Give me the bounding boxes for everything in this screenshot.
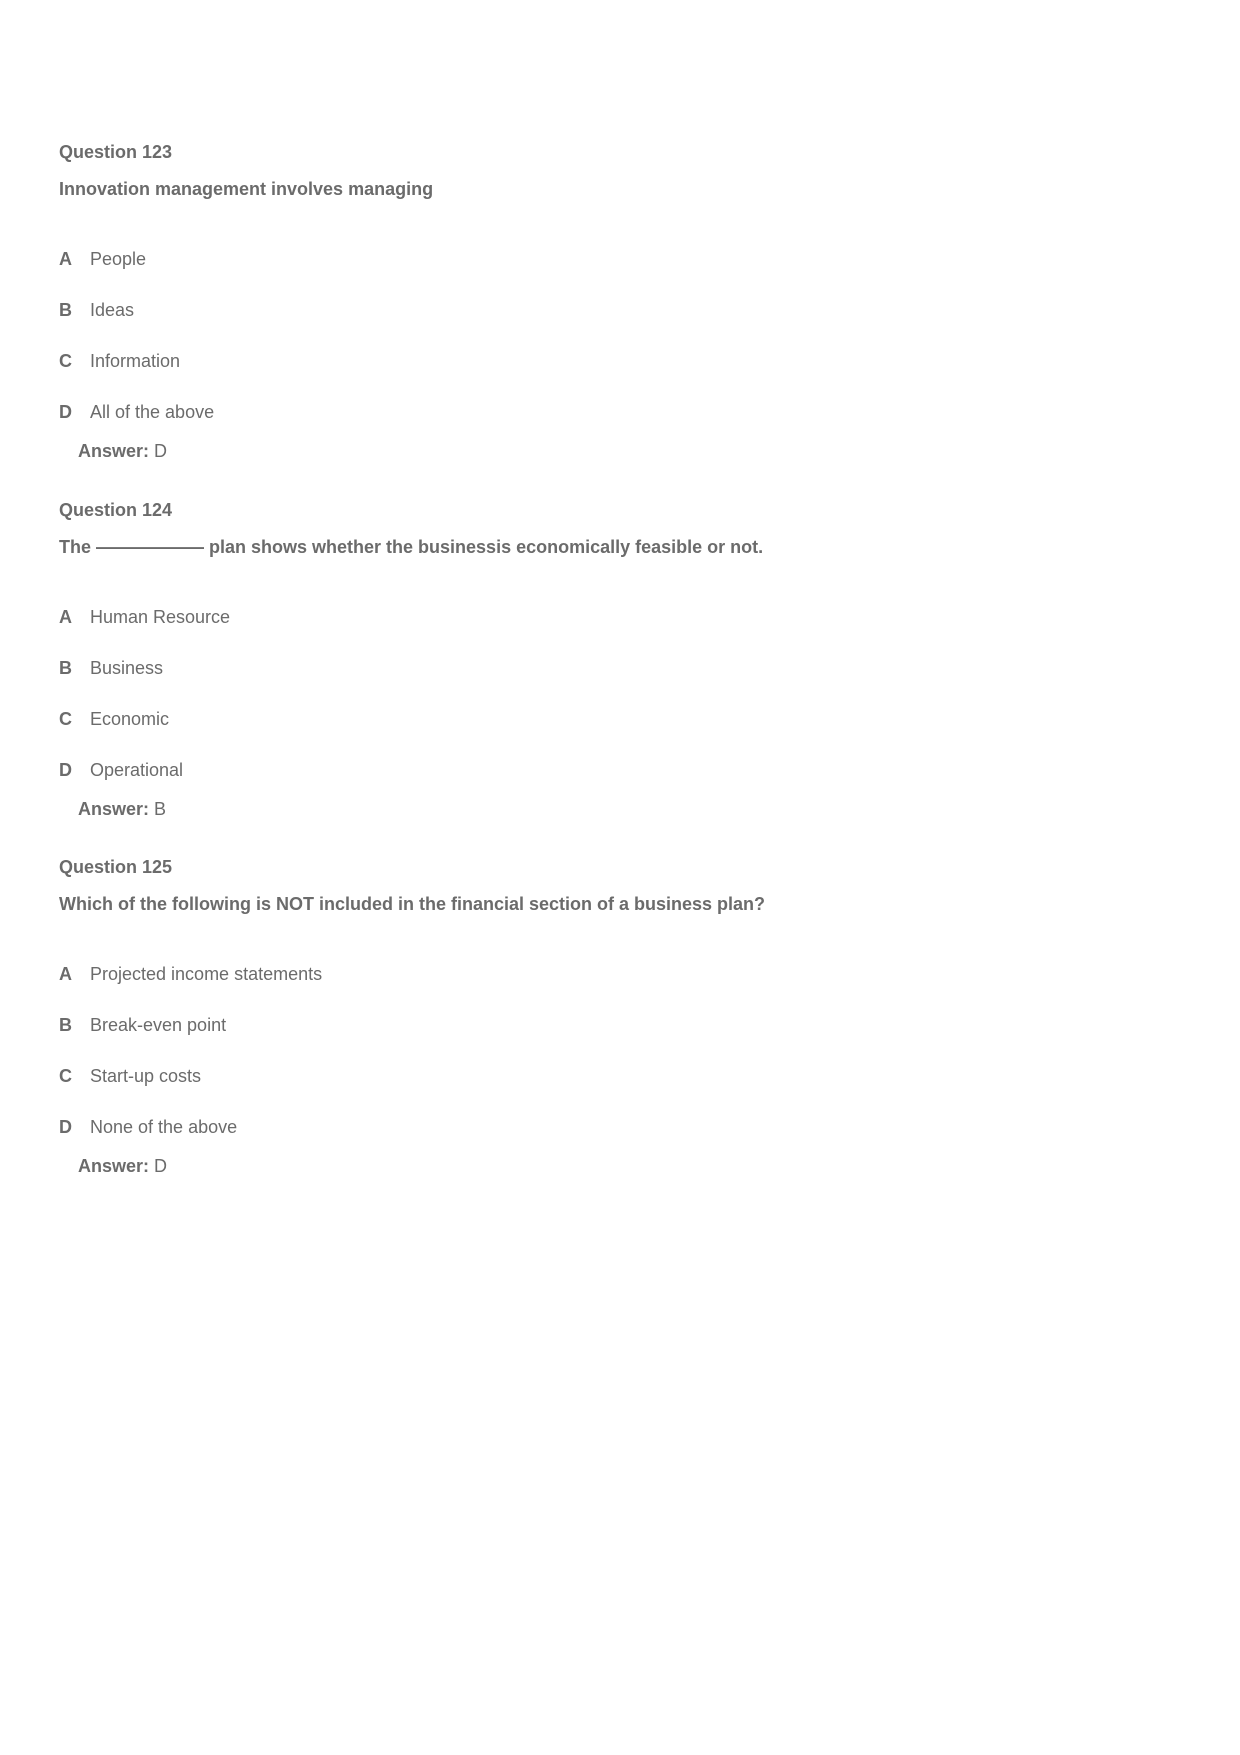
question-number: Question 123 — [59, 142, 173, 162]
option-letter: A — [59, 964, 72, 984]
option-text: Start-up costs — [90, 1066, 202, 1086]
question-number: Question 125 — [59, 857, 173, 877]
answer-label: Answer: — [78, 799, 150, 819]
option-d — [59, 1117, 237, 1138]
answer-line — [78, 799, 166, 820]
option-letter: B — [59, 1015, 72, 1035]
option-a — [59, 249, 146, 270]
option-text: Economic — [90, 709, 170, 729]
answer-label: Answer: — [78, 441, 150, 461]
option-b — [59, 658, 163, 679]
option-text: Projected income statements — [90, 964, 323, 984]
question-text: Which of the following is NOT included in the financial section of a business plan? — [59, 894, 766, 914]
option-d — [59, 760, 183, 781]
option-text: None of the above — [90, 1117, 238, 1137]
option-text: Business — [90, 658, 164, 678]
option-a — [59, 607, 230, 628]
answer-line — [78, 1156, 167, 1177]
answer-value: D — [154, 441, 168, 461]
option-b — [59, 1015, 226, 1036]
option-text: All of the above — [90, 402, 215, 422]
option-letter: C — [59, 709, 72, 729]
option-letter: D — [59, 402, 72, 422]
answer-value: B — [154, 799, 167, 819]
option-text: Human Resource — [90, 607, 231, 627]
question-number: Question 124 — [59, 500, 173, 520]
option-text: Ideas — [90, 300, 135, 320]
question-text: Innovation management involves managing — [59, 179, 434, 199]
option-b — [59, 300, 134, 321]
option-a — [59, 964, 322, 985]
option-letter: B — [59, 658, 72, 678]
option-letter: B — [59, 300, 72, 320]
option-letter: A — [59, 607, 72, 627]
option-letter: C — [59, 1066, 72, 1086]
option-d — [59, 402, 214, 423]
answer-label: Answer: — [78, 1156, 150, 1176]
answer-line — [78, 441, 167, 462]
answer-value: D — [154, 1156, 168, 1176]
option-letter: D — [59, 1117, 72, 1137]
option-c — [59, 351, 180, 372]
option-text: People — [90, 249, 147, 269]
option-letter: C — [59, 351, 72, 371]
option-text: Break-even point — [90, 1015, 227, 1035]
option-c — [59, 1066, 201, 1087]
option-text: Operational — [90, 760, 184, 780]
question-text: The —————— plan shows whether the businessis economically feasible or not. — [59, 537, 764, 557]
option-text: Information — [90, 351, 181, 371]
option-c — [59, 709, 169, 730]
option-letter: D — [59, 760, 72, 780]
option-letter: A — [59, 249, 72, 269]
